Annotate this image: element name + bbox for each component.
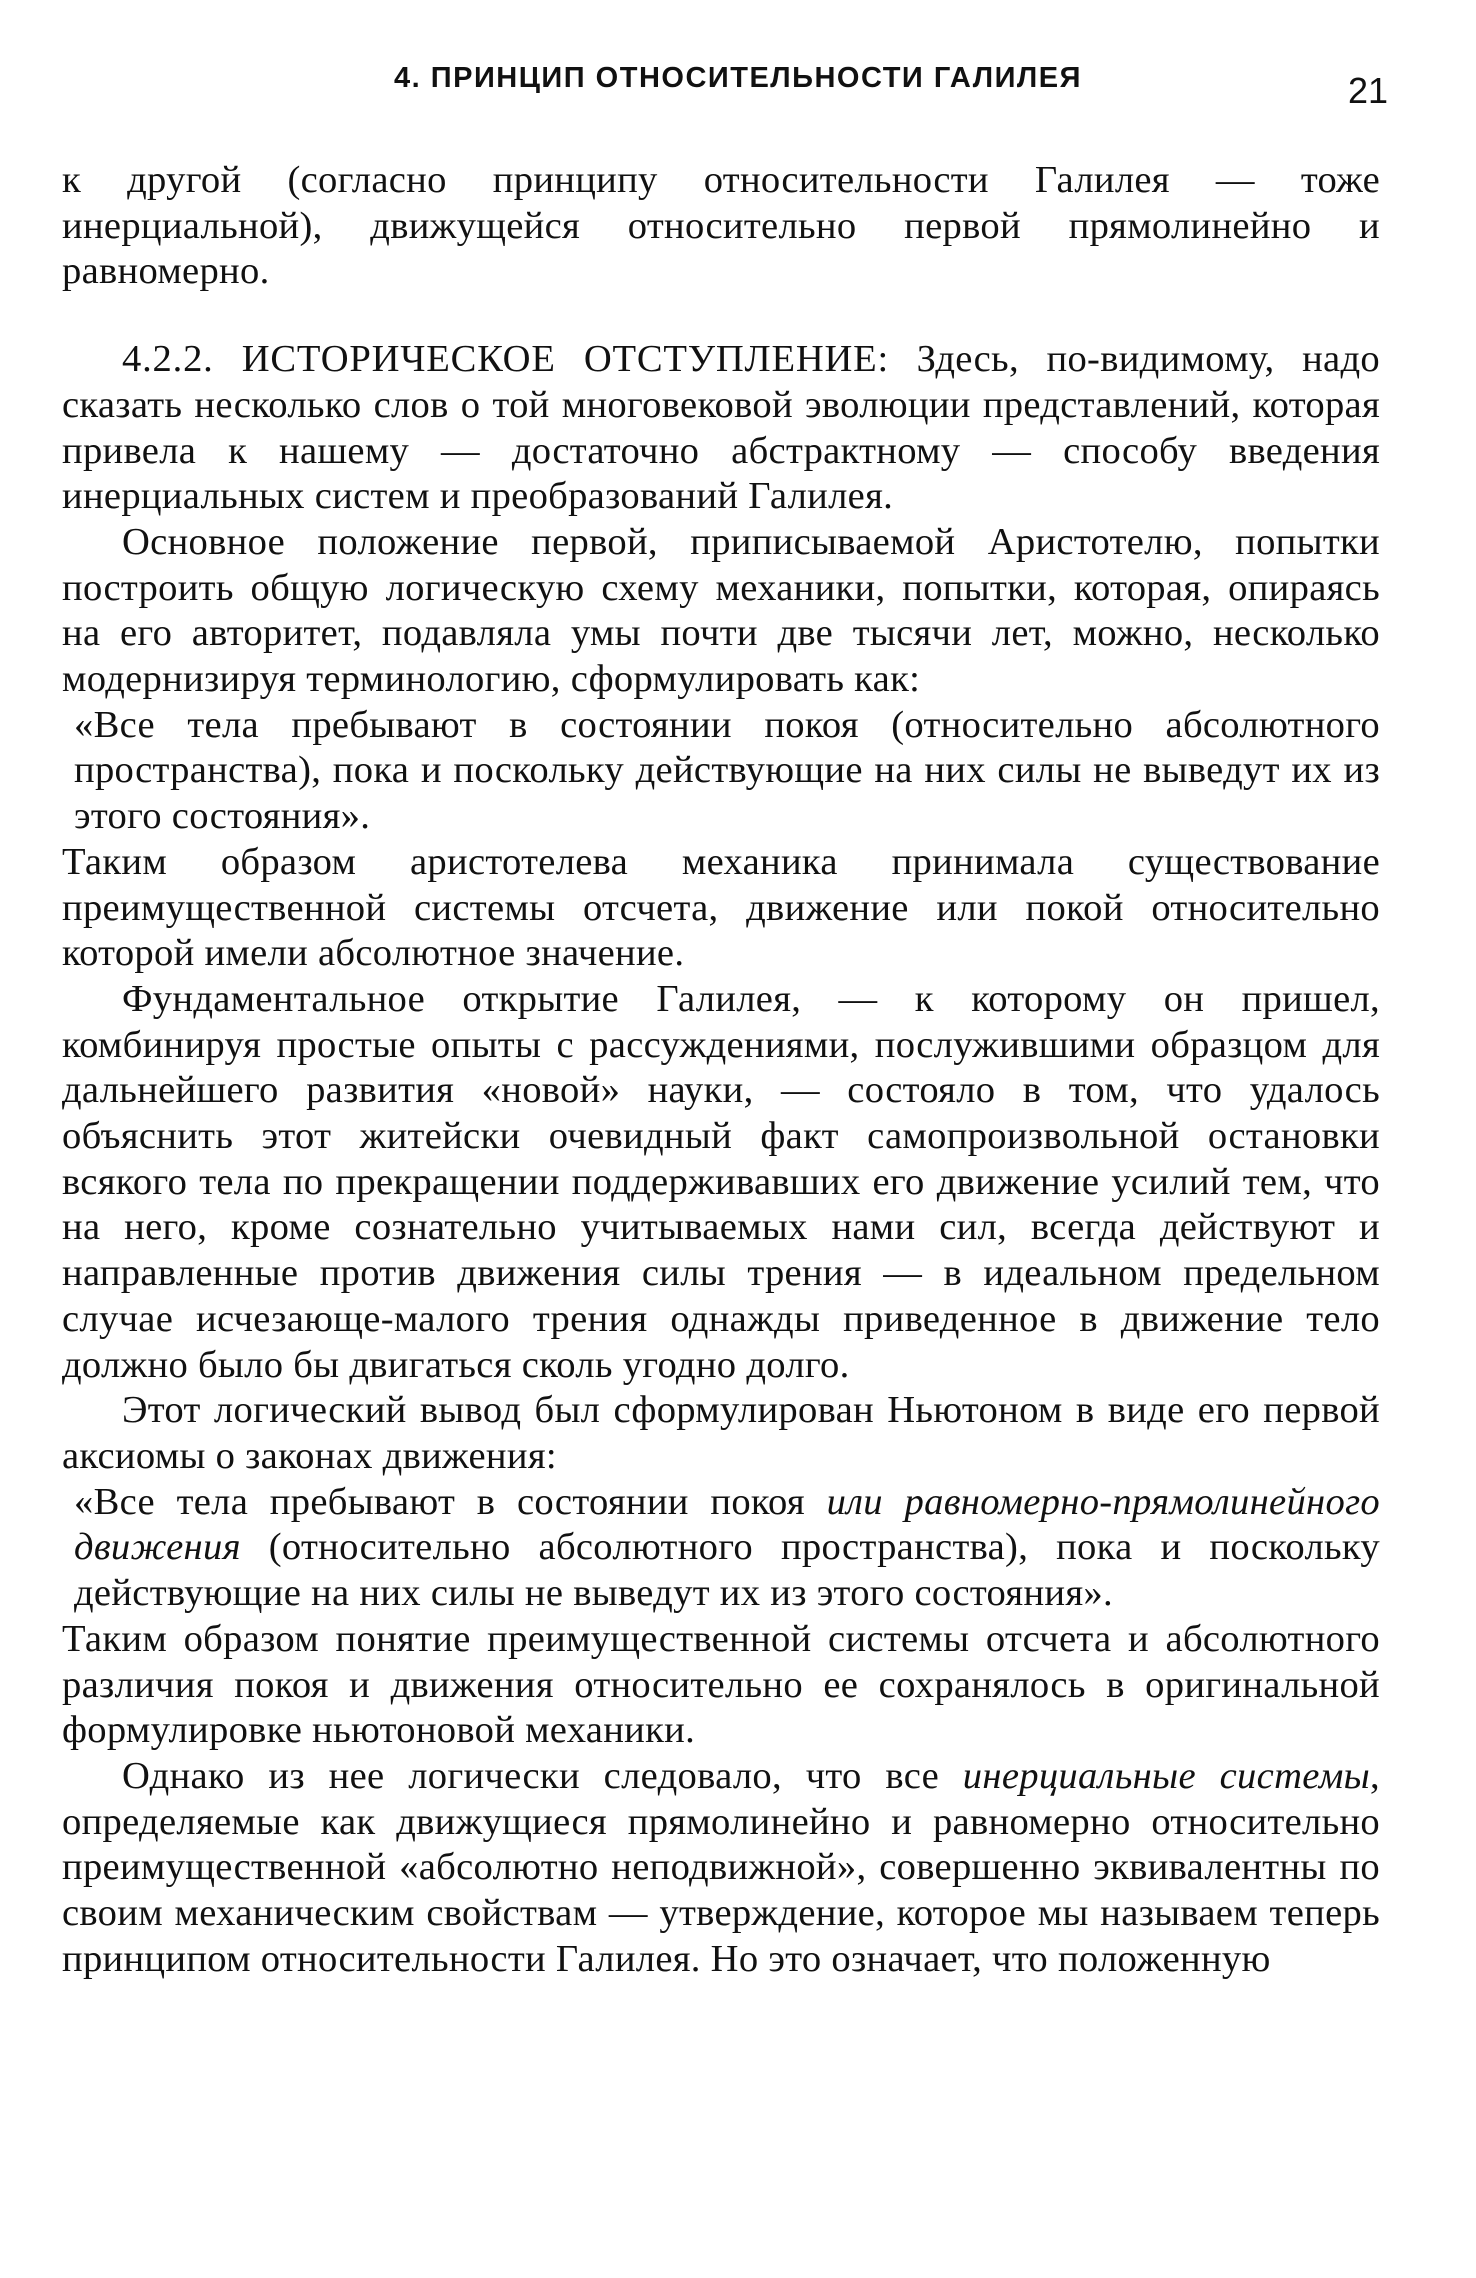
paragraph-inertial-systems xyxy=(62,1754,1380,1983)
paragraph-newton-intro: Этот логический вывод был сформулирован Ньютоном в виде его первой аксиомы о законах движения: xyxy=(62,1389,1380,1477)
quote-newton-start: «Все тела пребывают в состоянии покоя xyxy=(74,1480,827,1523)
paragraph-continuation: к другой (согласно принципу относительности Галилея — тоже инерциальной), движущейся относительно первой прямолинейно и равномерно. xyxy=(62,159,1380,293)
section-heading: 4.2.2. ИСТОРИЧЕСКОЕ ОТСТУПЛЕНИЕ: xyxy=(122,338,890,381)
paragraph-galileo-discovery: Фундаментальное открытие Галилея, — к которому он пришел, комбинируя простые опыты с рассуждениями, послужившими образцом для дальнейшего развития «новой» науки, — состояло в том, что удалось объяснить этот житейски очевидный факт самопроизвольной остановки всякого тела по прекращении поддерживавших его движение усилий тем, что на него, кроме сознательно учитываемых нами сил, всегда действуют и направленные против движения силы трения — в идеальном предельном случае исчезающе-малого трения однажды приведенное в движение тело должно было бы двигаться сколь угодно долго. xyxy=(62,977,1380,1386)
paragraph-newton-conclusion: Таким образом понятие преимущественной системы отсчета и абсолютного различия покоя и движения относительно ее сохранялось в оригинальной формулировке ньютоновой механики. xyxy=(62,1617,1380,1752)
inertial-start: Однако из нее логически следовало, что все xyxy=(122,1754,963,1797)
inertial-italic: инерциальные системы xyxy=(962,1754,1371,1797)
section-4-2-2-paragraph xyxy=(62,337,1380,520)
paragraph-aristotle-conclusion: Таким образом аристотелева механика принимала существование преимущественной системы отсчета, движение или покой относительно которой имели абсолютное значение. xyxy=(62,840,1380,975)
quote-newton-italic: или равномерно-прямолинейного движения xyxy=(74,1480,1381,1569)
quote-newton-first-axiom xyxy=(62,1480,1380,1617)
quote-aristotle-axiom: «Все тела пребывают в состоянии покоя (относительно абсолютного пространства), пока и поскольку действующие на них силы не выведут их из этого состояния». xyxy=(74,703,1380,838)
inertial-end: , определяемые как движущиеся прямолинейно и равномерно относительно преимущественной «абсолютно неподвижной», совершенно эквивалентны по своим механическим свойствам — утверждение, которое мы называем теперь принципом относительности Галилея. Но это означает, что положенную xyxy=(62,1754,1380,1980)
running-head-title: 4. ПРИНЦИП ОТНОСИТЕЛЬНОСТИ ГАЛИЛЕЯ xyxy=(394,62,1082,94)
running-head xyxy=(0,62,1476,112)
paragraph-aristotle: Основное положение первой, приписываемой Аристотелю, попытки построить общую логическую схему механики, попытки, которая, опираясь на его авторитет, подавляла умы почти две тысячи лет, можно, несколько модернизируя терминологию, сформулировать как: xyxy=(62,520,1380,701)
body-text xyxy=(62,158,1380,1982)
page-number: 21 xyxy=(1347,70,1388,111)
quote-newton-end: (относительно абсолютного пространства), пока и поскольку действующие на них силы не выведут их из этого состояния». xyxy=(74,1526,1380,1615)
section-intro-text: Здесь, по-видимому, надо сказать несколько слов о той многовековой эволюции представлений, которая привела к нашему — достаточно абстрактному — способу введения инерциальных систем и преобразований Галилея. xyxy=(62,338,1380,518)
